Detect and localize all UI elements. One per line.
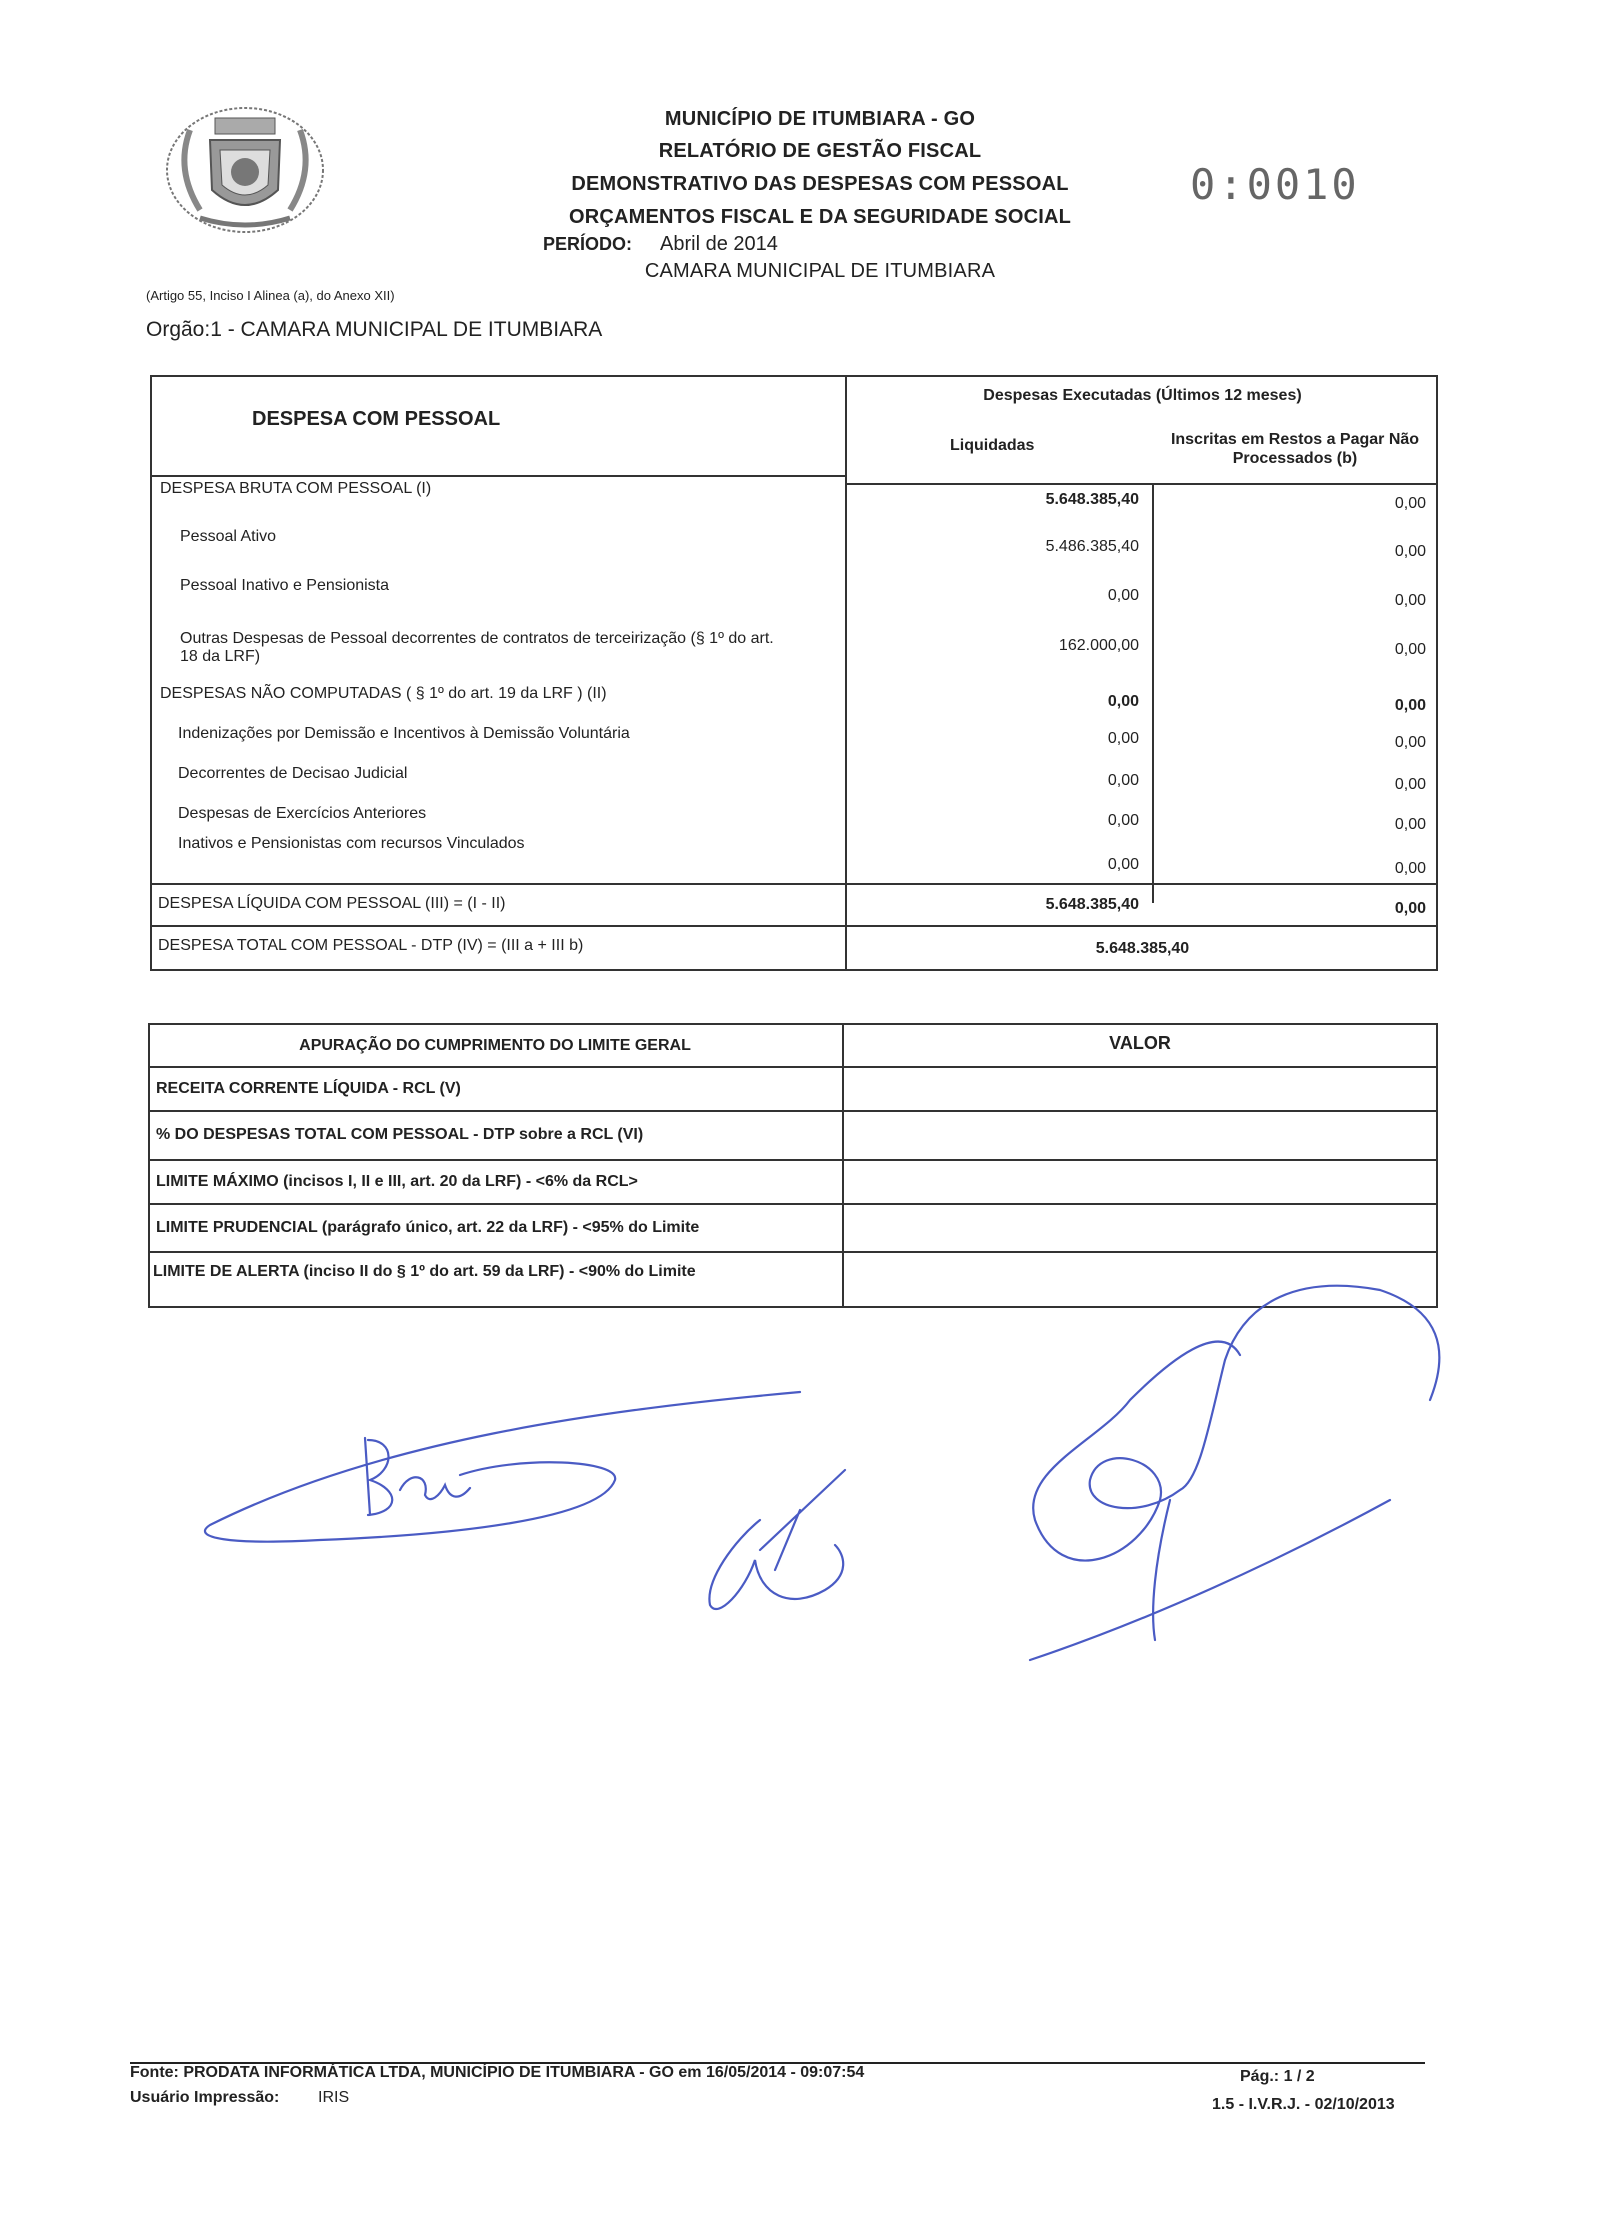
municipal-seal-logo [160,100,330,240]
entity-name: CAMARA MUNICIPAL DE ITUMBIARA [644,260,996,282]
row-label-total: DESPESA TOTAL COM PESSOAL - DTP (IV) = (III a + III b) [158,937,584,954]
artigo-note: (Artigo 55, Inciso I Alinea (a), do Anexo XII) [146,288,395,303]
municipality-title: MUNICÍPIO DE ITUMBIARA - GO [664,108,976,130]
footer-version: 1.5 - I.V.R.J. - 02/10/2013 [1212,2096,1395,2113]
row-insc-inativo: 0,00 [1394,592,1426,609]
row-rcl: RECEITA CORRENTE LÍQUIDA - RCL (V) [156,1080,461,1097]
row-liq-bruta: 5.648.385,40 [1045,491,1139,508]
orcamentos-title: ORÇAMENTOS FISCAL E DA SEGURIDADE SOCIAL [568,206,1072,228]
footer-usuario-label: Usuário Impressão: [130,2089,280,2106]
row-label-outras-2: 18 da LRF) [180,648,261,665]
row-label-nao-computadas: DESPESAS NÃO COMPUTADAS ( § 1º do art. 19 da LRF ) (II) [160,685,607,702]
periodo-value: Abril de 2014 [660,233,778,255]
row-insc-bruta: 0,00 [1394,495,1426,512]
row-liq-nao-computadas: 0,00 [1107,693,1139,710]
row-liq-liquida: 5.648.385,40 [1045,896,1139,913]
row-liq-judicial: 0,00 [1107,772,1139,789]
row-label-judicial: Decorrentes de Decisao Judicial [178,765,408,782]
row-insc-nao-computadas: 0,00 [1394,697,1426,714]
row-insc-judicial: 0,00 [1394,776,1426,793]
row-value-total: 5.648.385,40 [1095,940,1190,957]
row-label-bruta: DESPESA BRUTA COM PESSOAL (I) [160,480,432,497]
row-insc-liquida: 0,00 [1394,900,1426,917]
row-liq-indenizacoes: 0,00 [1107,730,1139,747]
row-insc-outras: 0,00 [1394,641,1426,658]
row-percentual-dtp: % DO DESPESAS TOTAL COM PESSOAL - DTP sobre a RCL (VI) [156,1126,644,1143]
col-inscritas-1: Inscritas em Restos a Pagar Não [1170,431,1420,448]
row-label-exercicios: Despesas de Exercícios Anteriores [178,805,427,822]
group-header: Despesas Executadas (Últimos 12 meses) [983,387,1302,404]
row-label-outras: Outras Despesas de Pessoal decorrentes de contratos de terceirização (§ 1º do art. [180,630,774,647]
periodo-label: PERÍODO: [543,234,633,254]
row-liq-outras: 162.000,00 [1058,637,1139,654]
orgao-label: Orgão:1 - CAMARA MUNICIPAL DE ITUMBIARA [146,318,603,341]
footer-usuario-value: IRIS [318,2089,350,2106]
footer-page-number: Pág.: 1 / 2 [1240,2068,1315,2085]
row-insc-exercicios: 0,00 [1394,816,1426,833]
row-liq-ativo: 5.486.385,40 [1045,538,1139,555]
row-limite-alerta: LIMITE DE ALERTA (inciso II do § 1º do art. 59 da LRF) - <90% do Limite [153,1263,696,1280]
despesa-pessoal-table [150,375,1438,971]
row-label-inativo: Pessoal Inativo e Pensionista [180,577,390,594]
row-label-vinculados: Inativos e Pensionistas com recursos Vinculados [178,835,525,852]
row-insc-indenizacoes: 0,00 [1394,734,1426,751]
limite-geral-table [148,1023,1438,1308]
row-limite-maximo: LIMITE MÁXIMO (incisos I, II e III, art. 20 da LRF) - <6% da RCL> [156,1173,638,1190]
row-liq-inativo: 0,00 [1107,587,1139,604]
col-valor: VALOR [1109,1033,1171,1053]
row-liq-exercicios: 0,00 [1107,812,1139,829]
col-inscritas-2: Processados (b) [1232,450,1358,467]
row-limite-prudencial: LIMITE PRUDENCIAL (parágrafo único, art. 22 da LRF) - <95% do Limite [156,1219,700,1236]
signature-2 [709,1470,845,1609]
footer-fonte: Fonte: PRODATA INFORMÁTICA LTDA, MUNICÍPIO DE ITUMBIARA - GO em 16/05/2014 - 09:07:54 [130,2064,865,2081]
row-insc-ativo: 0,00 [1394,543,1426,560]
table-title: DESPESA COM PESSOAL [252,408,501,430]
page-stamp: 0:0010 [1190,160,1360,209]
col-liquidadas: Liquidadas [950,437,1035,454]
signature-3 [1030,1286,1439,1660]
signature-1 [205,1392,800,1542]
row-label-indenizacoes: Indenizações por Demissão e Incentivos à Demissão Voluntária [178,725,630,742]
report-title: RELATÓRIO DE GESTÃO FISCAL [658,140,982,162]
row-label-liquida: DESPESA LÍQUIDA COM PESSOAL (III) = (I - II) [158,895,506,912]
row-label-ativo: Pessoal Ativo [180,528,277,545]
row-liq-vinculados: 0,00 [1107,856,1139,873]
row-insc-vinculados: 0,00 [1394,860,1426,877]
demonstrativo-title: DEMONSTRATIVO DAS DESPESAS COM PESSOAL [571,173,1069,195]
limite-title: APURAÇÃO DO CUMPRIMENTO DO LIMITE GERAL [299,1037,691,1054]
